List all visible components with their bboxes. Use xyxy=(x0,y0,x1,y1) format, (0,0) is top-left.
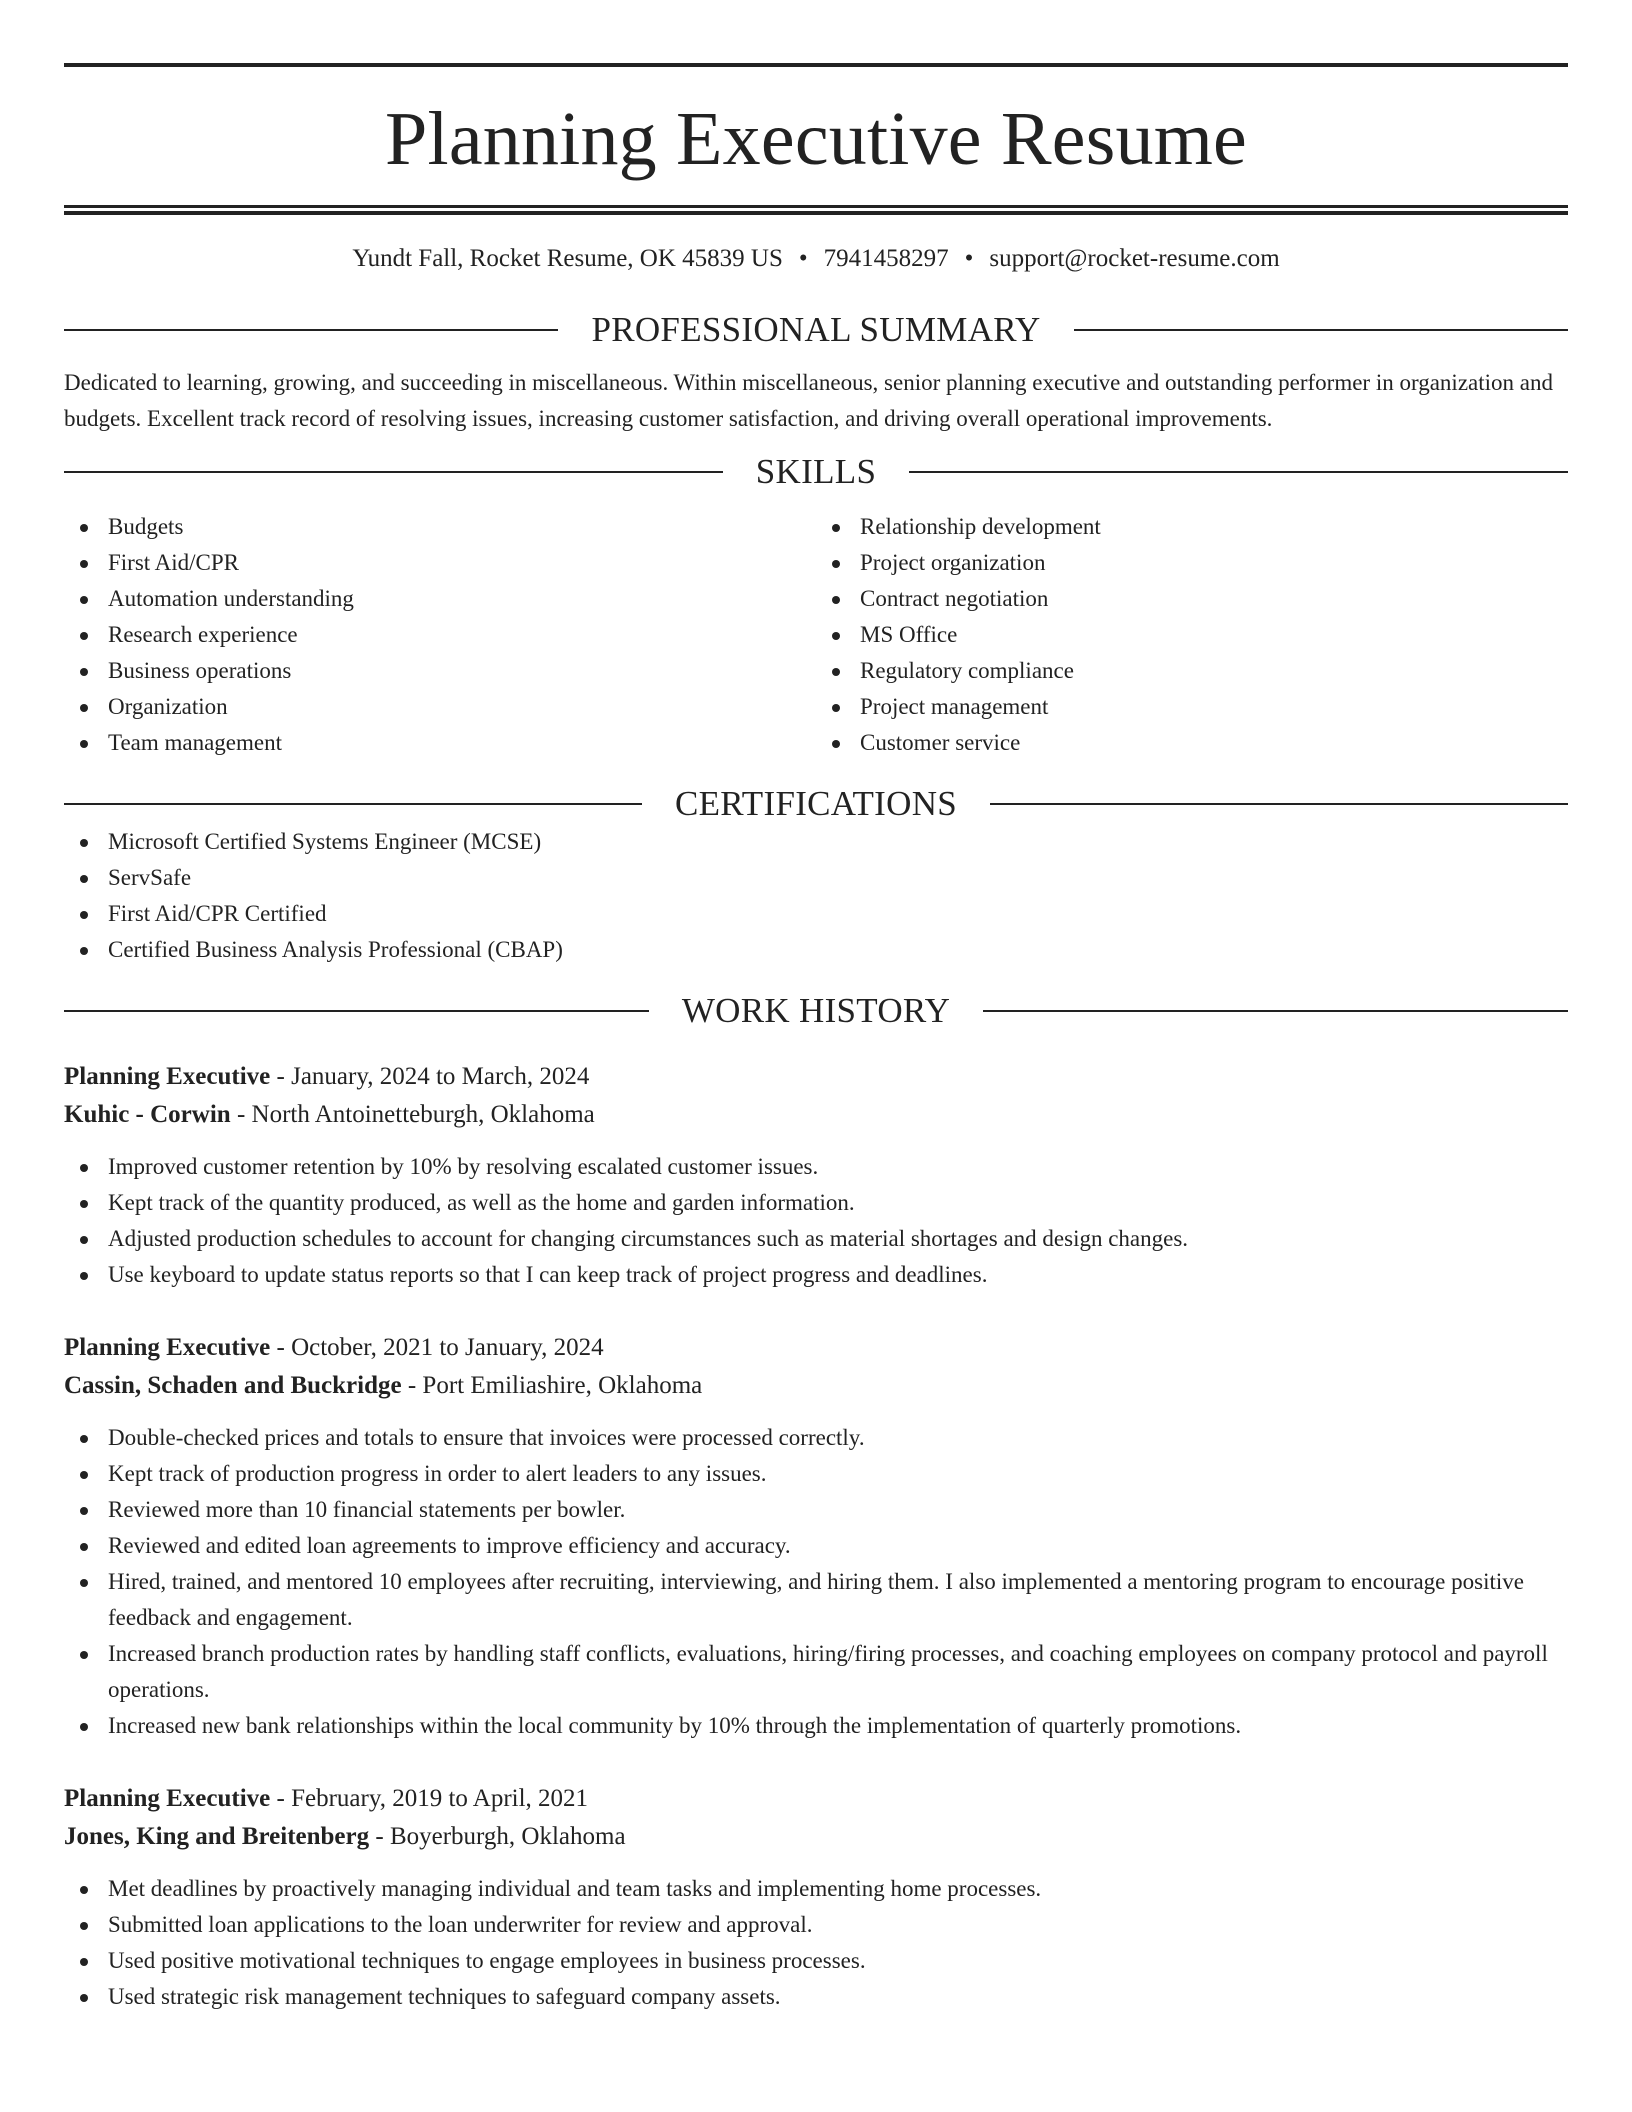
skill-item: Team management xyxy=(64,725,816,761)
skill-item: Project management xyxy=(816,689,1568,725)
job-bullet: Kept track of the quantity produced, as well as the home and garden information. xyxy=(64,1185,1568,1221)
job-bullet: Reviewed and edited loan agreements to improve efficiency and accuracy. xyxy=(64,1528,1568,1564)
job-dates: - February, 2019 to April, 2021 xyxy=(270,1785,589,1812)
section-rule xyxy=(983,1010,1568,1012)
summary-text: Dedicated to learning, growing, and succeeding in miscellaneous. Within miscellaneous, senior planning executive and outstanding performer in organization and budgets. Excellent track record of resolving issues, increasing customer satisfaction, and driving overall operational improvements. xyxy=(64,370,1553,431)
section-header-work xyxy=(64,991,1568,1031)
job-dates: - January, 2024 to March, 2024 xyxy=(270,1063,590,1090)
section-title-skills: SKILLS xyxy=(755,452,877,491)
skill-item: Budgets xyxy=(64,509,816,545)
section-rule xyxy=(1074,329,1568,331)
job-title-line xyxy=(64,1780,1568,1818)
job-bullet: Submitted loan applications to the loan underwriter for review and approval. xyxy=(64,1907,1568,1943)
section-rule xyxy=(64,471,723,473)
section-rule xyxy=(64,329,558,331)
job-location: - North Antoinetteburgh, Oklahoma xyxy=(230,1101,595,1128)
job-bullet: Met deadlines by proactively managing individual and team tasks and implementing home processes. xyxy=(64,1871,1568,1907)
job-bullet: Kept track of production progress in order to alert leaders to any issues. xyxy=(64,1456,1568,1492)
skill-item: Project organization xyxy=(816,545,1568,581)
job-location: - Port Emiliashire, Oklahoma xyxy=(401,1372,703,1399)
certification-item: ServSafe xyxy=(64,860,1568,896)
skill-item: Relationship development xyxy=(816,509,1568,545)
job-bullet: Increased new bank relationships within the local community by 10% through the implementation of quarterly promotions. xyxy=(64,1708,1568,1744)
job-bullet: Double-checked prices and totals to ensure that invoices were processed correctly. xyxy=(64,1420,1568,1456)
section-title-summary: PROFESSIONAL SUMMARY xyxy=(591,310,1041,349)
skill-item: Customer service xyxy=(816,725,1568,761)
job-company-line xyxy=(64,1818,1568,1856)
skill-item: Automation understanding xyxy=(64,581,816,617)
skill-item: Business operations xyxy=(64,653,816,689)
top-rule xyxy=(64,63,1568,67)
job-company: Cassin, Schaden and Buckridge xyxy=(64,1372,402,1399)
contact-address: Yundt Fall, Rocket Resume, OK 45839 US xyxy=(352,245,783,272)
job-title: Planning Executive xyxy=(64,1785,271,1812)
job-title: Planning Executive xyxy=(64,1063,271,1090)
job-title-line xyxy=(64,1329,1568,1367)
certifications-list xyxy=(64,824,1568,968)
skills-list-right xyxy=(816,509,1568,761)
section-rule xyxy=(990,803,1568,805)
skill-item: First Aid/CPR xyxy=(64,545,816,581)
job-bullet: Increased branch production rates by handling staff conflicts, evaluations, hiring/firing processes, and coaching employees on company protocol and payroll operations. xyxy=(64,1636,1568,1708)
job-dates: - October, 2021 to January, 2024 xyxy=(270,1334,604,1361)
job-bullets xyxy=(64,1871,1568,2015)
skill-item: Research experience xyxy=(64,617,816,653)
job-title-line xyxy=(64,1058,1568,1096)
skill-item: Organization xyxy=(64,689,816,725)
section-rule xyxy=(64,803,642,805)
section-header-summary xyxy=(64,310,1568,350)
contact-phone: 7941458297 xyxy=(823,245,949,272)
job-entry xyxy=(64,1058,1568,1293)
certification-item: First Aid/CPR Certified xyxy=(64,896,1568,932)
certification-item: Certified Business Analysis Professional (CBAP) xyxy=(64,932,1568,968)
skill-item: Contract negotiation xyxy=(816,581,1568,617)
skill-item: MS Office xyxy=(816,617,1568,653)
section-header-skills xyxy=(64,452,1568,492)
job-company: Jones, King and Breitenberg xyxy=(64,1823,370,1850)
job-bullet: Used positive motivational techniques to engage employees in business processes. xyxy=(64,1943,1568,1979)
job-bullets xyxy=(64,1420,1568,1744)
section-rule xyxy=(909,471,1568,473)
job-company: Kuhic - Corwin xyxy=(64,1101,231,1128)
skills-grid xyxy=(64,509,1568,761)
job-bullet: Used strategic risk management techniques to safeguard company assets. xyxy=(64,1979,1568,2015)
skills-column-right xyxy=(816,509,1568,761)
job-location: - Boyerburgh, Oklahoma xyxy=(369,1823,626,1850)
job-title: Planning Executive xyxy=(64,1334,271,1361)
contact-separator: • xyxy=(798,245,808,272)
section-rule xyxy=(64,1010,649,1012)
skills-column-left xyxy=(64,509,816,761)
job-bullet: Adjusted production schedules to account for changing circumstances such as material shortages and design changes. xyxy=(64,1221,1568,1257)
title-double-rule xyxy=(64,205,1568,215)
contact-email: support@rocket-resume.com xyxy=(989,245,1280,272)
resume-title: Planning Executive Resume xyxy=(385,97,1247,181)
certification-item: Microsoft Certified Systems Engineer (MCSE) xyxy=(64,824,1568,860)
job-bullet: Use keyboard to update status reports so that I can keep track of project progress and deadlines. xyxy=(64,1257,1568,1293)
skill-item: Regulatory compliance xyxy=(816,653,1568,689)
job-bullet: Reviewed more than 10 financial statements per bowler. xyxy=(64,1492,1568,1528)
section-header-certifications xyxy=(64,784,1568,824)
job-entry xyxy=(64,1780,1568,2015)
job-company-line xyxy=(64,1096,1568,1134)
job-company-line xyxy=(64,1367,1568,1405)
contact-line xyxy=(64,243,1568,275)
contact-separator: • xyxy=(964,245,974,272)
section-title-work: WORK HISTORY xyxy=(681,991,951,1030)
job-bullets xyxy=(64,1149,1568,1293)
work-history-list xyxy=(64,1058,1568,2015)
job-entry xyxy=(64,1329,1568,1744)
section-title-certifications: CERTIFICATIONS xyxy=(674,784,958,823)
job-bullet: Improved customer retention by 10% by resolving escalated customer issues. xyxy=(64,1149,1568,1185)
skills-list-left xyxy=(64,509,816,761)
job-bullet: Hired, trained, and mentored 10 employees after recruiting, interviewing, and hiring them. I also implemented a mentoring program to encourage positive feedback and engagement. xyxy=(64,1564,1568,1636)
